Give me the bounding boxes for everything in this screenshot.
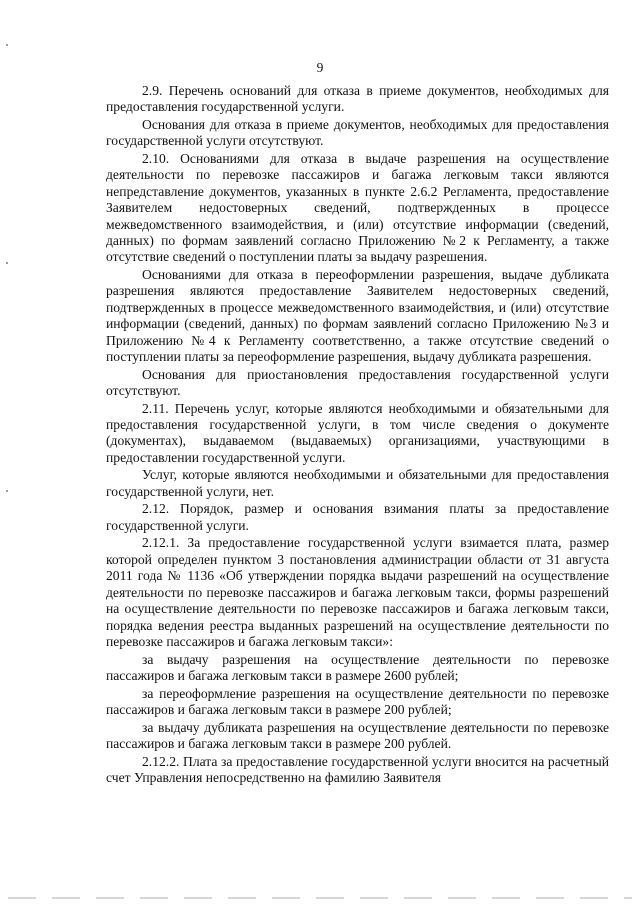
section-2-11-text: Услуг, которые являются необходимыми и обязательными для предоставления государственной услуги, нет. (106, 467, 609, 499)
document-body (106, 83, 609, 786)
scan-bottom-edge (8, 897, 632, 899)
fee-issuance-item: за выдачу разрешения на осуществление деятельности по перевозке пассажиров и багажа легковым такси в размере 2600 рублей; (106, 651, 609, 683)
section-2-12-2-text: 2.12.2. Плата за предоставление государственной услуги вносится на расчетный счет Управления непосредственно на фамилию Заявителя (106, 753, 609, 785)
section-2-10-reissue-text: Основаниями для отказа в переоформлении разрешения, выдаче дубликата разрешения являются предоставление Заявителем недостоверных сведений, подтвержденных в процессе межведомственного взаимодействия, и (или) отсутствие информации (сведений, данных) по формам заявлений согласно Приложению №3 и Приложению №4 к Регламенту соответственно, а также отсутствие сведений о поступлении платы за переоформление разрешения, выдачу дубликата разрешения. (106, 267, 609, 365)
fee-reissue-item: за переоформление разрешения на осуществление деятельности по перевозке пассажиров и багажа легковым такси в размере 200 рублей; (106, 685, 609, 717)
scan-artifact (6, 44, 8, 46)
scan-artifact (6, 490, 8, 492)
section-2-9-text: Основания для отказа в приеме документов, необходимых для предоставления государственной услуги отсутствуют. (106, 117, 609, 149)
section-2-12-heading: 2.12. Порядок, размер и основания взимания платы за предоставление государственной услуги. (106, 501, 609, 533)
suspension-grounds-text: Основания для приостановления предоставления государственной услуги отсутствуют. (106, 366, 609, 399)
fee-duplicate-item: за выдачу дубликата разрешения на осуществление деятельности по перевозке пассажиров и багажа легковым такси в размере 200 рублей. (106, 719, 609, 751)
section-2-11-heading: 2.11. Перечень услуг, которые являются необходимыми и обязательными для предоставления государственной услуги, в том числе сведения о документе (документах), выдаваемом (выдаваемых) организациями, участвующими в предоставлении государственной услуги. (106, 400, 609, 465)
scan-artifact (6, 262, 8, 264)
section-2-9-heading: 2.9. Перечень оснований для отказа в приеме документов, необходимых для предоставления государственной услуги. (106, 83, 609, 115)
section-2-10-text: 2.10. Основаниями для отказа в выдаче разрешения на осуществление деятельности по перевозке пассажиров и багажа легковым такси являются непредставление документов, указанных в пункте 2.6.2 Регламента, предоставление Заявителем недостоверных сведений, подтвержденных в процессе межведомственного взаимодействия, и (или) отсутствие информации (сведений, данных) по формам заявлений согласно Приложению №2 к Регламенту, а также отсутствие сведений о поступлении платы за выдачу разрешения. (106, 151, 609, 265)
page-number: 9 (316, 60, 324, 75)
section-2-12-1-text: 2.12.1. За предоставление государственной услуги взимается плата, размер которой определен пунктом 3 постановления администрации области от 31 августа 2011 года № 1136 «Об утверждении порядка выдачи разрешений на осуществление деятельности по перевозке пассажиров и багажа легковым такси, формы разрешений на осуществление деятельности по перевозке пассажиров и багажа легковым такси, порядка ведения реестра выданных разрешений на осуществление деятельности по перевозке пассажиров и багажа легковым такси»: (106, 535, 609, 649)
